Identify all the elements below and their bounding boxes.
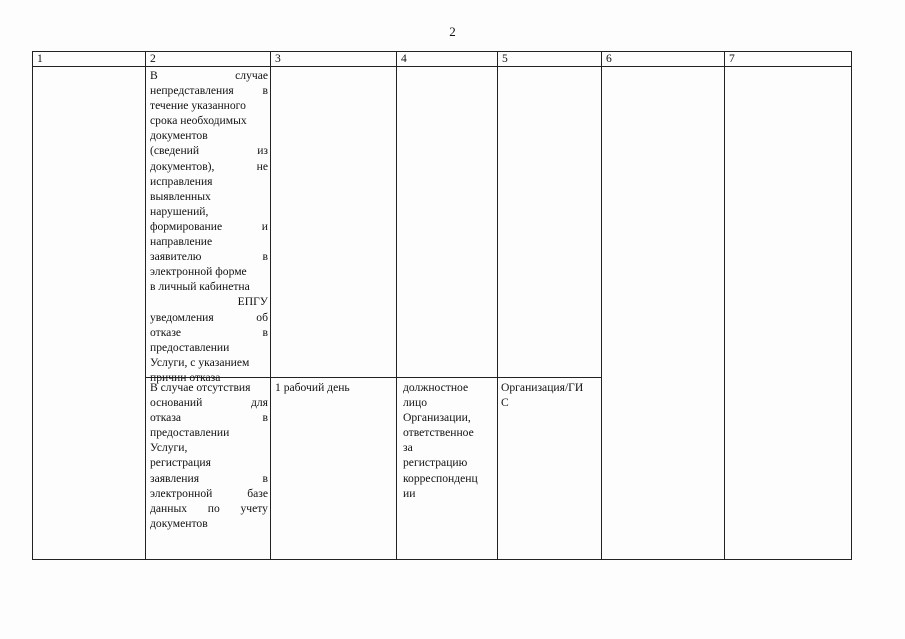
text-line xyxy=(150,204,268,219)
text-word: в xyxy=(262,325,268,339)
row2-col4-line: лицо xyxy=(403,396,427,410)
text-line xyxy=(150,83,268,98)
row2-col4-line: ответственное xyxy=(403,426,474,440)
text-line xyxy=(150,143,268,158)
text-line xyxy=(150,516,268,531)
text-word: причин отказа xyxy=(150,370,221,384)
text-line xyxy=(150,355,268,370)
text-word: Услуги, с указанием xyxy=(150,355,250,369)
text-line xyxy=(150,113,268,128)
text-line xyxy=(150,68,268,83)
text-word: для xyxy=(250,396,268,410)
text-word: непредставления xyxy=(150,84,234,98)
text-line xyxy=(150,310,268,325)
text-word: об xyxy=(256,310,268,324)
header-col-1: 1 xyxy=(37,52,43,65)
text-line xyxy=(150,294,268,309)
header-col-7: 7 xyxy=(729,52,735,65)
text-line xyxy=(150,410,268,425)
text-line xyxy=(150,128,268,143)
header-col-2: 2 xyxy=(150,52,156,65)
text-line xyxy=(150,219,268,234)
text-line xyxy=(150,501,268,516)
text-word: в xyxy=(262,471,268,485)
text-line xyxy=(150,395,268,410)
text-word: срока необходимых xyxy=(150,114,247,128)
row2-col2-text xyxy=(150,380,268,531)
text-line xyxy=(150,264,268,279)
row2-col5-line: Организация/ГИ xyxy=(501,381,584,394)
row2-col4-line: ии xyxy=(403,486,416,500)
text-line xyxy=(150,325,268,340)
row2-col5-line: С xyxy=(501,396,509,410)
text-word: данных xyxy=(150,501,188,515)
text-line xyxy=(150,159,268,174)
row1-col2-text xyxy=(150,68,268,385)
text-line xyxy=(150,174,268,189)
text-word: отказа xyxy=(150,411,182,425)
text-word: электронной форме xyxy=(150,265,247,279)
text-word: в xyxy=(262,84,268,98)
text-word: заявителю xyxy=(150,250,202,264)
text-word: (сведений xyxy=(150,144,200,158)
header-col-5: 5 xyxy=(502,52,508,65)
text-word: заявления xyxy=(150,471,200,485)
text-word: исправления xyxy=(150,174,213,188)
row2-col4-line: корреспонденц xyxy=(403,471,478,485)
text-line xyxy=(150,471,268,486)
row2-col5-text xyxy=(501,380,583,410)
text-word: формирование xyxy=(150,219,223,233)
text-word: документов xyxy=(150,129,208,143)
text-word: не xyxy=(256,159,268,173)
row2-col4-line: должностное xyxy=(403,381,469,394)
text-line xyxy=(150,279,268,294)
header-col-6: 6 xyxy=(606,52,612,65)
text-word: направление xyxy=(150,235,213,249)
text-line xyxy=(150,98,268,113)
text-word: регистрация xyxy=(150,456,211,470)
row2-col4-line: регистрацию xyxy=(403,456,468,470)
text-line xyxy=(150,249,268,264)
text-word: В xyxy=(150,69,158,82)
text-line xyxy=(150,440,268,455)
text-line xyxy=(150,340,268,355)
text-word: ЕПГУ xyxy=(237,295,268,309)
text-word: и xyxy=(261,219,268,233)
page-number: 2 xyxy=(449,24,456,39)
text-word: предоставлении xyxy=(150,340,230,354)
text-word: отказе xyxy=(150,325,182,339)
text-word: документов xyxy=(150,516,208,530)
text-word: В случае отсутствия xyxy=(150,381,251,394)
text-word: в личный кабинетна xyxy=(150,280,250,294)
text-word: оснований xyxy=(150,396,203,410)
row2-col4-line: за xyxy=(403,441,413,455)
text-line xyxy=(150,425,268,440)
row2-col4-line: Организации, xyxy=(403,411,471,425)
header-col-4: 4 xyxy=(401,52,407,65)
text-word: документов), xyxy=(150,159,215,173)
text-line xyxy=(150,486,268,501)
text-line xyxy=(150,189,268,204)
text-word: нарушений, xyxy=(150,204,209,218)
text-word: в xyxy=(262,250,268,264)
text-word: течение указанного xyxy=(150,99,246,113)
text-word: предоставлении xyxy=(150,426,230,440)
text-word: базе xyxy=(247,486,268,500)
text-word: учету xyxy=(240,501,268,515)
text-word: из xyxy=(257,144,268,158)
row2-col4-text xyxy=(403,380,478,501)
text-word: по xyxy=(207,501,220,515)
text-word: электронной xyxy=(150,486,213,500)
text-word: уведомления xyxy=(150,310,214,324)
row2-col3-text: 1 рабочий день xyxy=(275,381,350,394)
text-word: случае xyxy=(235,69,268,82)
text-line xyxy=(150,234,268,249)
text-word: в xyxy=(262,411,268,425)
header-col-3: 3 xyxy=(275,52,281,65)
text-word: выявленных xyxy=(150,189,211,203)
text-word: Услуги, xyxy=(150,441,188,455)
text-line xyxy=(150,455,268,470)
text-line xyxy=(150,380,268,395)
